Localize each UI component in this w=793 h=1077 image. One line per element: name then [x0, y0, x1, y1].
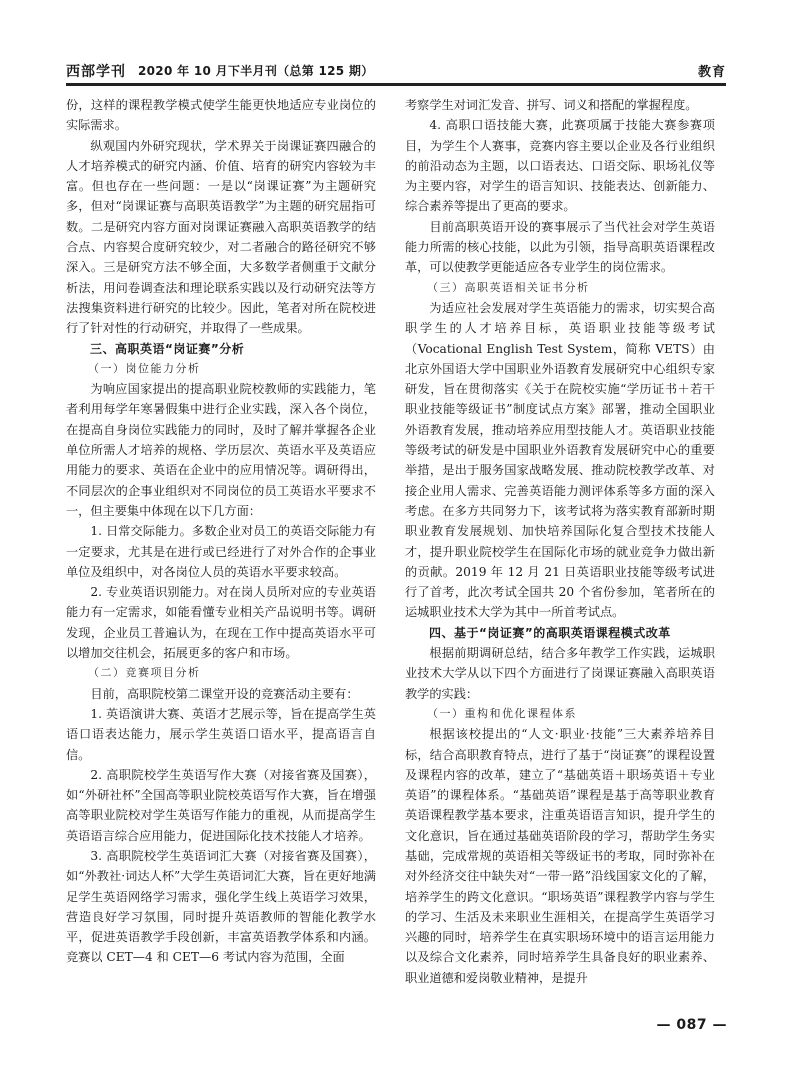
paragraph: 考察学生对词汇发音、拼写、词义和搭配的掌握程度。	[405, 98, 698, 112]
subsection-heading: （一）重构和优化课程体系	[427, 706, 577, 720]
page-number: — 087 —	[656, 1017, 727, 1033]
subsection-heading: （三）高职英语相关证书分析	[427, 280, 590, 294]
section-label: 教育	[697, 65, 726, 80]
paragraph: 2. 高职院校学生英语写作大赛（对接省赛及国赛），如“外研社杯”全国高等职业院校英语写作大赛，旨在增强高等职业院校对学生英语写作能力的重视，从而提高学生英语语言综合应用能力，促进国际化技术技能人才培养。	[66, 767, 376, 843]
paragraph: 份，这样的课程教学模式使学生能更快地适应专业岗位的实际需求。	[66, 98, 376, 133]
paragraph: 纵观国内外研究现状，学术界关于岗课证赛四融合的人才培养模式的研究内涵、价值、培育的研究内容较为丰富。但也存在一些问题：一是以“岗课证赛”为主题研究多，但对“岗课证赛与高职英语教学”为主题的研究屈指可数。二是研究内容方面对岗课证赛融入高职英语教学的结合点、内容契合度研究较少，对二者融合的路径研究不够深入。三是研究方法不够全面，大多数学者侧重于文献分析法，用问卷调查法和理论联系实践以及行动研究法等方法搜集资料进行研究的比较少。因此，笔者对所在院校进行了针对性的行动研究，并取得了一些成果。	[66, 138, 376, 336]
right-column	[405, 95, 715, 988]
paragraph: 为适应社会发展对学生英语能力的需求，切实契合高职学生的人才培养目标，英语职业技能等级考试（Vocational English Test System，简称 VETS）由北京外国语大学中国职业外语教育发展研究中心组织专家研发，旨在贯彻落实《关于在院校实施“学历证书＋若干职业技能等级证书”制度试点方案》部署，推动全国职业外语教育发展，推动培养应用型技能人才。英语职业技能等级考试的研发是中国职业外语教育发展研究中心的重要举措，是出于服务国家战略发展、推动院校教学改革、对接企业用人需求、完善英语能力测评体系等多方面的深入考虑。在多方共同努力下，该考试将为落实教育部新时期职业教育发展规划、加快培养国际化复合型技术技能人才，提升职业院校学生在国际化市场的就业竞争力做出新的贡献。2019 年 12 月 21 日英语职业技能等级考试进行了首考，此次考试全国共 20 个省份参加，笔者所在的运城职业技术大学为其中一所首考试点。	[405, 300, 715, 620]
running-header	[66, 58, 726, 82]
paragraph: 根据该校提出的“人文·职业·技能”三大素养培养目标，结合高职教育特点，进行了基于“岗证赛”的课程设置及课程内容的改革，建立了“基础英语＋职场英语＋专业英语”的课程体系。“基础英语”课程是基于高等职业教育英语课程教学基本要求，注重英语语言知识，提升学生的文化意识，旨在通过基础英语阶段的学习，帮助学生务实基础，完成常规的英语相关等级证书的考取，同时弥补在对外经济交往中缺失对“一带一路”沿线国家文化的了解，培养学生的跨文化意识。“职场英语”课程教学内容与学生的学习、生活及未来职业生涯相关，在提高学生英语学习兴趣的同时，培养学生在真实职场环境中的语言运用能力以及综合文化素养，同时培养学生具备良好的职业素养、职业道德和爱岗敬业精神，是提升	[405, 727, 715, 985]
paragraph: 4. 高职口语技能大赛，此赛项属于技能大赛参赛项目，为学生个人赛事，竞赛内容主要以企业及各行业组织的前沿动态为主题，以口语表达、口语交际、职场礼仪等为主要内容，对学生的语言知识、技能表达、创新能力、综合素养等提出了更高的要求。	[405, 118, 715, 214]
paragraph: 2. 专业英语识别能力。对在岗人员所对应的专业英语能力有一定需求，如能看懂专业相关产品说明书等。调研发现，企业员工普遍认为，在现在工作中提高英语水平可以增加交往机会，拓展更多的客户和市场。	[66, 585, 376, 661]
paragraph: 为响应国家提出的提高职业院校教师的实践能力，笔者利用每学年寒暑假集中进行企业实践，深入各个岗位，在提高自身岗位实践能力的同时，及时了解并掌握各企业单位所需人才培养的规格、学历层次、英语水平及英语应用能力的要求、英语在企业中的应用情况等。调研得出，不同层次的企事业组织对不同岗位的员工英语水平要求不一，但主要集中体现在以下几方面：	[66, 382, 376, 518]
subsection-heading: （二）竞赛项目分析	[88, 666, 201, 680]
paragraph: 目前，高职院校第二课堂开设的竞赛活动主要有：	[90, 686, 359, 701]
header-rule	[66, 83, 726, 86]
section-heading: 三、高职英语“岗证赛”分析	[90, 341, 245, 356]
left-column	[66, 95, 376, 968]
paragraph: 3. 高职院校学生英语词汇大赛（对接省赛及国赛），如“外教社·词达人杯”大学生英语词汇大赛，旨在更好地满足学生英语网络学习需求，强化学生线上英语学习效果，营造良好学习氛围，同时提升英语教师的智能化教学水平，促进英语教学手段创新，丰富英语教学体系和内涵。竞赛以 CET—4 和 CET—6 考试内容为范围，全面	[66, 848, 376, 965]
paragraph: 1. 英语演讲大赛、英语才艺展示等，旨在提高学生英语口语表达能力，展示学生英语口语水平，提高语言自信。	[66, 706, 376, 762]
paragraph: 目前高职英语开设的赛事展示了当代社会对学生英语能力所需的核心技能，以此为引领，指导高职英语课程改革，可以使教学更能适应各专业学生的岗位需求。	[405, 219, 715, 275]
issue-info: 2020 年 10 月下半月刊（总第 125 期）	[138, 64, 374, 78]
journal-name: 西部学刊	[66, 64, 126, 80]
subsection-heading: （一）岗位能力分析	[88, 361, 201, 375]
paragraph: 1. 日常交际能力。多数企业对员工的英语交际能力有一定要求，尤其是在进行或已经进行了对外合作的企事业单位及组织中，对各岗位人员的英语水平要求较高。	[66, 524, 376, 579]
paragraph: 根据前期调研总结，结合多年教学工作实践，运城职业技术大学从以下四个方面进行了岗课证赛融入高职英语教学的实践：	[405, 646, 715, 701]
section-heading: 四、基于“岗证赛”的高职英语课程模式改革	[429, 625, 671, 640]
